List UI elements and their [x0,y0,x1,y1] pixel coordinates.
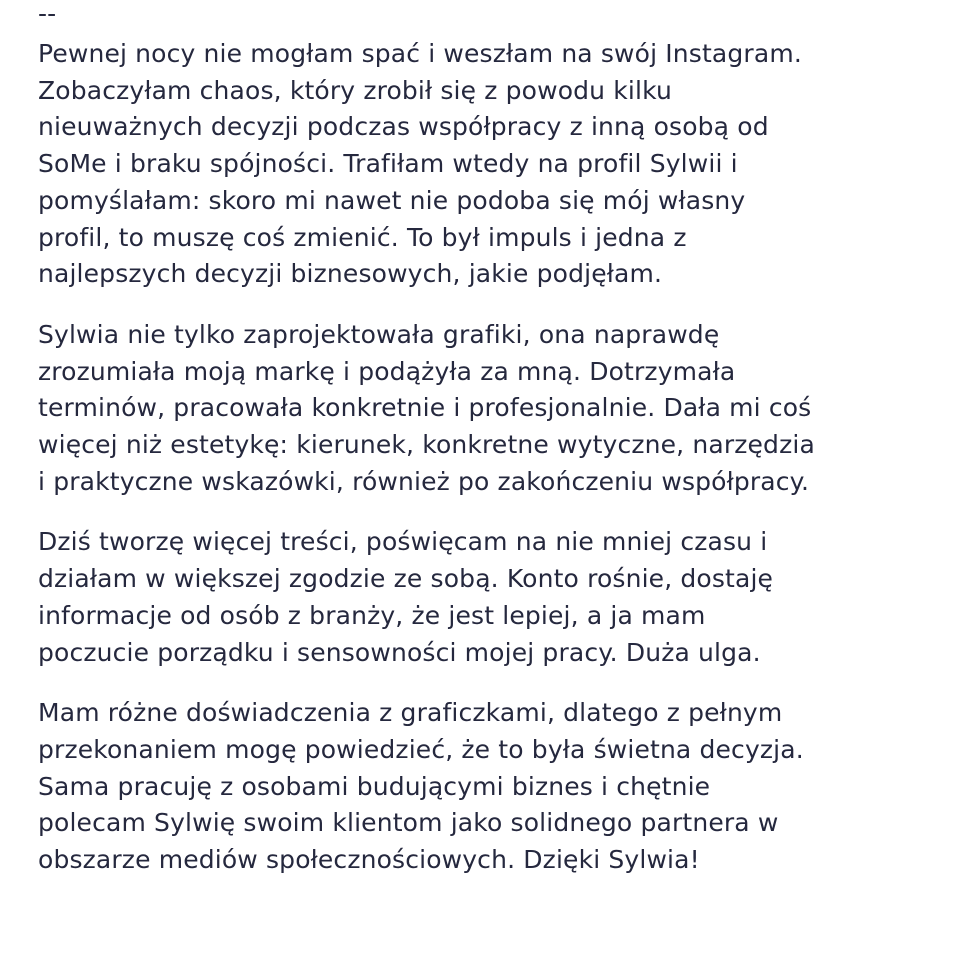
text-line: Sylwia nie tylko zaprojektowała grafiki, ona naprawdę [38,319,720,349]
testimonial-message [38,0,958,903]
text-line: Dziś tworzę więcej treści, poświęcam na nie mniej czasu i [38,527,768,557]
text-line: Mam różne doświadczenia z graficzkami, dlatego z pełnym [38,698,783,728]
text-line: nieuważnych decyzji podczas współpracy z inną osobą od [38,112,769,142]
text-line: polecam Sylwię swoim klientom jako solidnego partnera w [38,808,779,838]
text-line: pomyślałam: skoro mi nawet nie podoba się mój własny [38,185,746,215]
text-line: zrozumiała moją markę i podążyła za mną. Dotrzymała [38,356,736,386]
text-line: poczucie porządku i sensowności mojej pracy. Duża ulga. [38,637,761,667]
text-line: SoMe i braku spójności. Trafiłam wtedy na profil Sylwii i [38,149,738,179]
text-line: przekonaniem mogę powiedzieć, że to była świetna decyzja. [38,734,804,764]
text-line: terminów, pracowała konkretnie i profesjonalnie. Dała mi coś [38,393,812,423]
separator-dashes: -- [38,0,57,28]
text-line: więcej niż estetykę: kierunek, konkretne wytyczne, narzędzia [38,430,815,460]
text-line: i praktyczne wskazówki, również po zakończeniu współpracy. [38,466,810,496]
text-line: informacje od osób z branży, że jest lepiej, a ja mam [38,600,706,630]
text-line: Zobaczyłam chaos, który zrobił się z powodu kilku [38,75,672,105]
paragraph-1 [38,36,958,293]
text-line: Sama pracuję z osobami budującymi biznes i chętnie [38,771,711,801]
text-line: najlepszych decyzji biznesowych, jakie podjęłam. [38,259,663,289]
text-line: obszarze mediów społecznościowych. Dzięki Sylwia! [38,845,700,875]
paragraph-4 [38,695,958,879]
text-line: profil, to muszę coś zmienić. To był impuls i jedna z [38,222,687,252]
paragraph-2 [38,317,958,501]
text-line: Pewnej nocy nie mogłam spać i weszłam na swój Instagram. [38,39,802,68]
paragraph-3 [38,524,958,671]
text-line: działam w większej zgodzie ze sobą. Konto rośnie, dostaję [38,564,774,594]
